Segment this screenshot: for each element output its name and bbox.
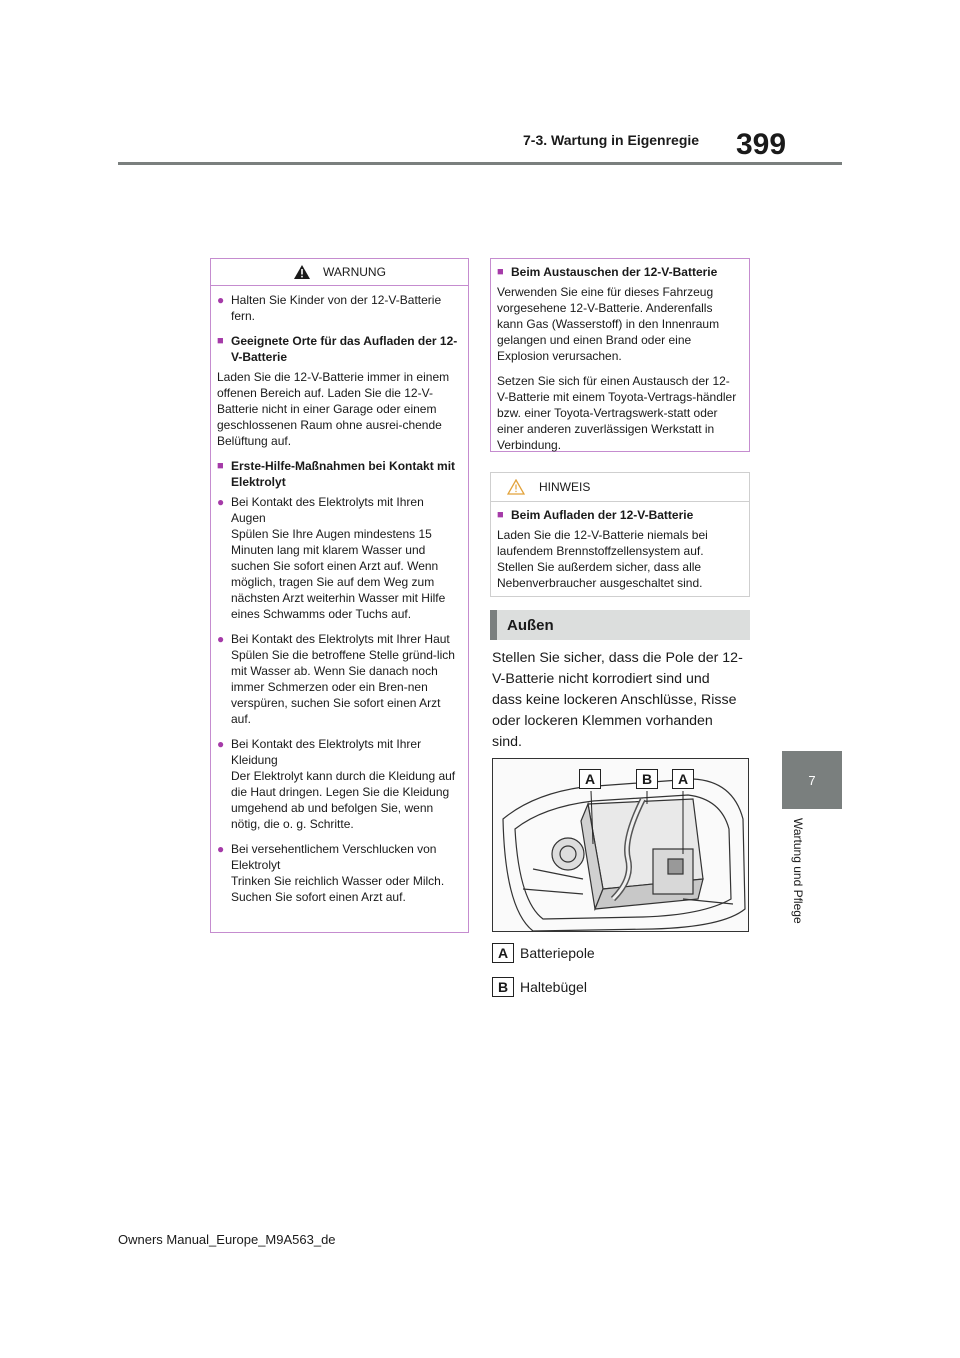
warning-item: [217, 494, 459, 622]
warning-triangle-icon: [293, 264, 311, 280]
legend-key-a: A: [492, 943, 514, 963]
callout-a-left: A: [579, 769, 601, 789]
subheading-text: Beim Austauschen der 12-V-Batterie: [511, 265, 718, 279]
bullet-icon: ●: [217, 495, 225, 509]
footer-text: Owners Manual_Europe_M9A563_de: [118, 1232, 336, 1247]
callout-a-right: A: [672, 769, 694, 789]
warning-item-text: Bei versehentlichem Verschlucken von Elektrolyt Trinken Sie reichlich Wasser oder Milch. Suchen Sie sofort einen Arzt auf.: [231, 842, 445, 904]
warning-item: [217, 736, 459, 832]
warning-title: WARNUNG: [323, 265, 386, 279]
warning-item: [217, 841, 459, 905]
square-bullet-icon: ■: [497, 509, 504, 521]
warning-item-text: Bei Kontakt des Elektrolyts mit Ihren Augen Spülen Sie Ihre Augen mindestens 15 Minuten lang mit klarem Wasser und suchen Sie sofort einen Arzt auf. Wenn möglich, tragen Sie auf dem Weg zum nächsten Arzt weiterhin Wasser mit Hilfe eines Schwamms oder Tuchs auf.: [231, 495, 446, 621]
battery-illustration: [492, 758, 749, 932]
bullet-icon: ●: [217, 737, 225, 751]
callout-b: B: [636, 769, 658, 789]
caution-triangle-icon: [507, 479, 525, 495]
bullet-icon: ●: [217, 842, 225, 856]
square-bullet-icon: ■: [217, 460, 224, 472]
legend-item-a: [492, 943, 595, 963]
section-title: 7-3. Wartung in Eigenregie: [523, 132, 700, 148]
page-number: 399: [736, 128, 787, 161]
square-bullet-icon: ■: [217, 335, 224, 347]
warning-subheading: [217, 458, 459, 490]
legend-label-a: Batteriepole: [520, 945, 595, 961]
warning-paragraph: Laden Sie die 12-V-Batterie immer in einem offenen Bereich auf. Laden Sie die 12-V-Batterie nicht in einer Garage oder einem geschlossenen Raum ohne ausrei-chende Belüftung auf.: [217, 370, 450, 448]
warning-item-text: Bei Kontakt des Elektrolyts mit Ihrer Haut Spülen Sie die betroffene Stelle gründ-lich mit Wasser ab. Wenn Sie danach noch immer Schmerzen oder ein Bren-nen verspüren, suchen Sie sofort einen Arzt auf.: [231, 632, 455, 726]
legend-item-b: [492, 977, 587, 997]
hint-paragraph: Laden Sie die 12-V-Batterie niemals bei laufendem Brennstoffzellensystem auf. Stellen Sie außerdem sicher, dass alle Nebenverbraucher ausgeschaltet sind.: [497, 528, 708, 590]
legend-key-b: B: [492, 977, 514, 997]
warning-subheading: [217, 333, 459, 365]
chapter-number: 7: [808, 772, 816, 788]
warning-header: [211, 259, 468, 286]
replace-battery-box: [490, 258, 750, 452]
bullet-icon: ●: [217, 632, 225, 646]
hint-title: HINWEIS: [539, 480, 591, 494]
bullet-icon: ●: [217, 293, 225, 307]
header-rule: [118, 162, 842, 165]
chapter-tab: [782, 751, 842, 809]
hint-header: [491, 473, 749, 502]
warning-item: [217, 631, 459, 727]
replace-subheading: [497, 264, 740, 280]
heading-text: Außen: [507, 616, 554, 634]
chapter-label: Wartung und Pflege: [791, 818, 805, 924]
hint-box: [490, 472, 750, 597]
square-bullet-icon: ■: [497, 266, 504, 278]
hint-subheading: [497, 507, 740, 523]
warning-box: [210, 258, 469, 933]
subheading-text: Erste-Hilfe-Maßnahmen bei Kontakt mit Elektrolyt: [231, 459, 456, 489]
warning-item-text: Bei Kontakt des Elektrolyts mit Ihrer Kleidung Der Elektrolyt kann durch die Kleidung auf die Haut dringen. Legen Sie die Kleidung umgehend ab und befolgen Sie, wenn nötig, die o. g. Schritte.: [231, 737, 456, 831]
replace-paragraph: Verwenden Sie eine für dieses Fahrzeug vorgesehene 12-V-Batterie. Anderenfalls kann Gas (Wasserstoff) in den Innenraum gelangen und einen Brand oder eine Explosion verursachen.: [497, 285, 720, 363]
replace-paragraph: Setzen Sie sich für einen Austausch der 12-V-Batterie mit einem Toyota-Vertrags-händler bzw. einer Toyota-Vertragswerk-statt oder einer anderen zuverlässigen Werkstatt in Verbindung.: [497, 374, 737, 452]
legend-label-b: Haltebügel: [520, 979, 587, 995]
subheading-text: Beim Aufladen der 12-V-Batterie: [511, 508, 694, 522]
section-heading-outer: [490, 610, 750, 640]
battery-drawing: [493, 759, 749, 932]
subheading-text: Geeignete Orte für das Aufladen der 12-V-Batterie: [231, 334, 458, 364]
warning-item: [217, 292, 459, 324]
outer-body-text: Stellen Sie sicher, dass die Pole der 12- V-Batterie nicht korrodiert sind und dass keine lockeren Anschlüsse, Risse oder lockeren Klemmen vorhanden sind.: [492, 650, 743, 750]
warning-item-text: Halten Sie Kinder von der 12-V-Batterie fern.: [231, 293, 442, 323]
